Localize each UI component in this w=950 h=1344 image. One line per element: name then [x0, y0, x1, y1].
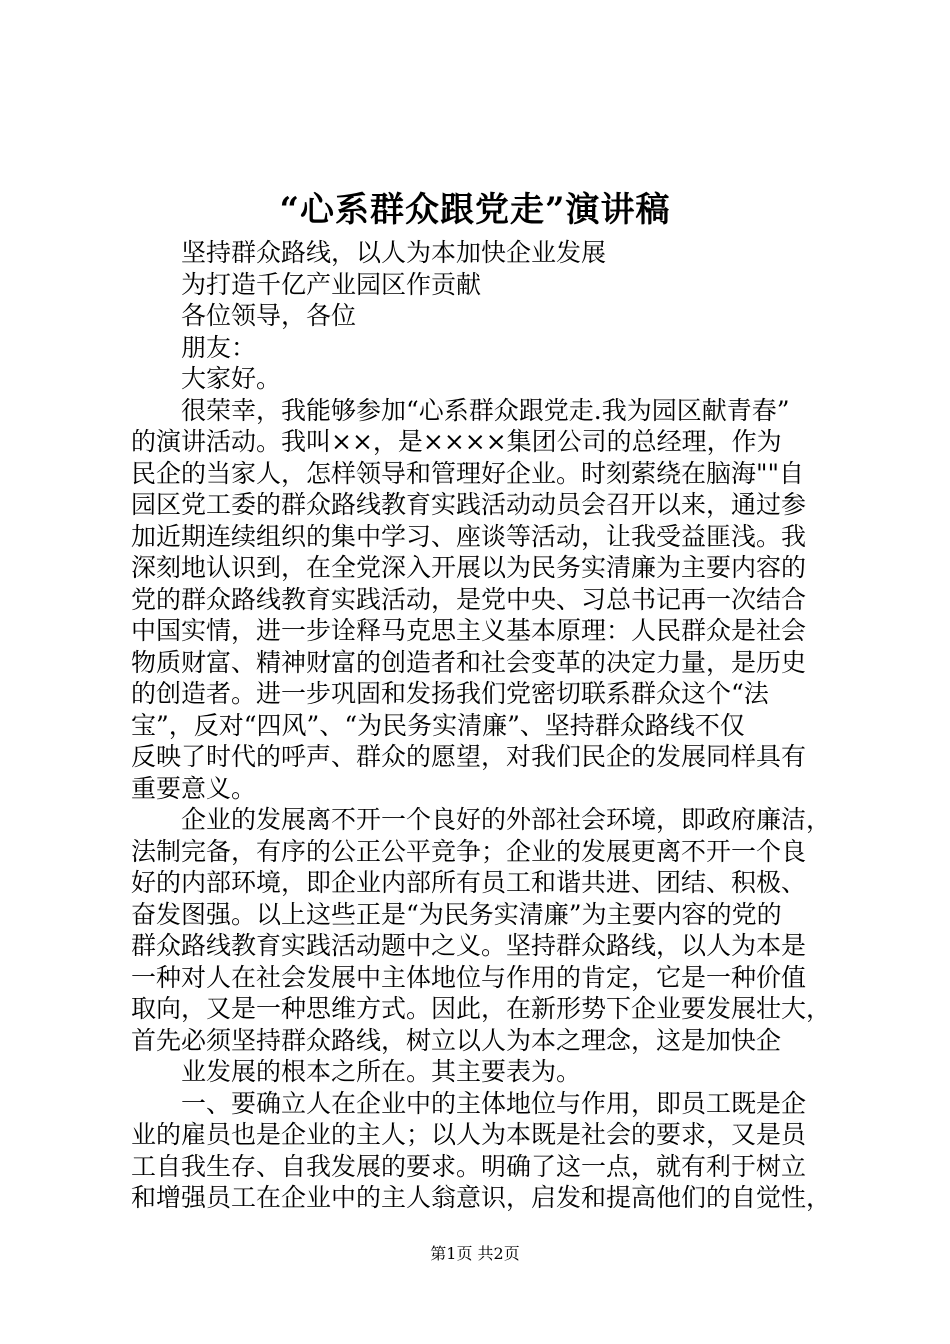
text-line: 民企的当家人，怎样领导和管理好企业。时刻萦绕在脑海""自 [131, 458, 805, 488]
text-line: 首先必须坚持群众路线，树立以人为本之理念，这是加快企 [131, 1025, 782, 1055]
text-line: 坚持群众路线，以人为本加快企业发展 [181, 238, 607, 267]
text-line: 好的内部环境，即企业内部所有员工和谐共进、团结、积极、 [131, 868, 807, 897]
document-body [131, 237, 831, 1214]
text-line: 企业的发展离不开一个良好的外部社会环境，即政府廉洁， [181, 805, 832, 834]
text-line: 重要意义。 [131, 773, 257, 803]
text-line: 反映了时代的呼声、群众的愿望，对我们民企的发展同样具有 [131, 742, 807, 771]
text-line: 工自我生存、自我发展的要求。明确了这一点，就有利于树立 [131, 1151, 807, 1181]
text-line: 一、要确立人在企业中的主体地位与作用，即员工既是企 [181, 1088, 807, 1118]
text-line: 宝”，反对“四风”、“为民务实清廉”、坚持群众路线不仅 [131, 710, 745, 740]
text-line: 园区党工委的群众路线教育实践活动动员会召开以来，通过参 [131, 490, 807, 519]
text-line: 业发展的根本之所在。其主要表为。 [181, 1057, 582, 1086]
text-line: 的创造者。进一步巩固和发扬我们党密切联系群众这个“法 [131, 679, 769, 708]
document-title: “心系群众跟党走”演讲稿 [279, 190, 671, 230]
text-line: 取向，又是一种思维方式。因此，在新形势下企业要发展壮大， [131, 994, 832, 1023]
text-line: 奋发图强。以上这些正是“为民务实清廉”为主要内容的党的 [131, 899, 782, 929]
text-line: 群众路线教育实践活动题中之义。坚持群众路线，以人为本是 [131, 931, 807, 960]
text-line: 加近期连续组织的集中学习、座谈等活动，让我受益匪浅。我 [131, 521, 807, 551]
text-line: 朋友： [181, 332, 257, 362]
text-line: 中国实情，进一步诠释马克思主义基本原理：人民群众是社会 [131, 616, 807, 645]
text-line: 为打造千亿产业园区作贡献 [181, 269, 482, 299]
text-line: 业的雇员也是企业的主人；以人为本既是社会的要求，又是员 [131, 1120, 807, 1149]
text-line: 的演讲活动。我叫××，是××××集团公司的总经理，作为 [131, 427, 782, 456]
page-number-footer: 第1页 共2页 [430, 1244, 520, 1263]
text-line: 很荣幸，我能够参加“心系群众跟党走.我为园区献青春” [181, 395, 790, 425]
text-line: 和增强员工在企业中的主人翁意识，启发和提高他们的自觉性， [131, 1183, 832, 1212]
text-line: 大家好。 [181, 364, 282, 393]
text-line: 深刻地认识到，在全党深入开展以为民务实清廉为主要内容的 [131, 553, 807, 582]
text-line: 党的群众路线教育实践活动，是党中央、习总书记再一次结合 [131, 584, 807, 614]
text-line: 法制完备，有序的公正公平竞争；企业的发展更离不开一个良 [131, 836, 807, 866]
text-line: 一种对人在社会发展中主体地位与作用的肯定，它是一种价值 [131, 962, 807, 992]
text-line: 各位领导，各位 [181, 301, 357, 330]
text-line: 物质财富、精神财富的创造者和社会变革的决定力量，是历史 [131, 647, 807, 677]
